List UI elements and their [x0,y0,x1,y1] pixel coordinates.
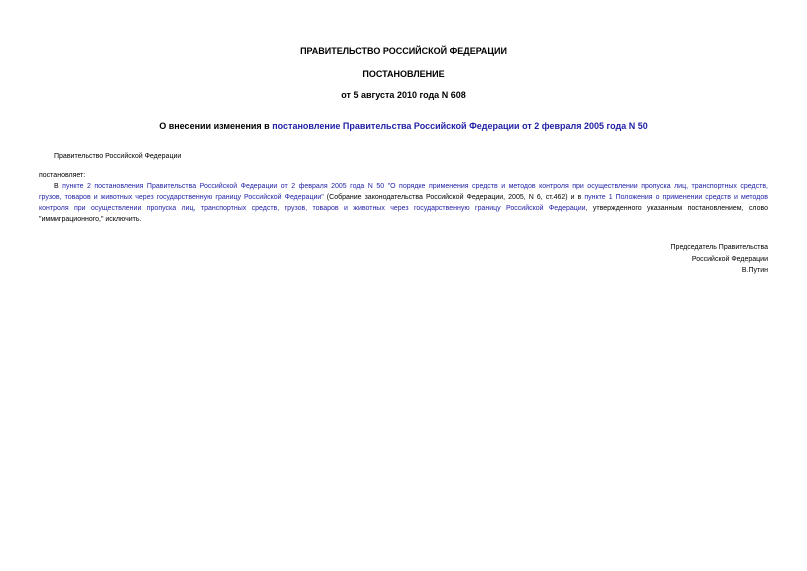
signature-name: В.Путин [741,267,768,274]
issuer-text: Правительство Российской Федерации [54,153,182,160]
paragraph-line [39,192,768,203]
body-paragraph [39,181,768,225]
paragraph-line [39,181,768,192]
decrees-text: постановляет: [39,172,86,179]
document-title-prefix: О внесении изменения в [159,121,273,131]
paragraph-text: (Собрание законодательства Российской Федерации, 2005, N 6, ст.462) и в [323,194,585,201]
paragraph-text: "иммиграционного," исключить. [39,216,142,223]
paragraph-text: , утвержденного указанным постановлением, слово [585,205,768,212]
signature-position-line2: Российской Федерации [691,256,768,263]
document-reference-link[interactable]: пункте 1 Положения о применении средств и методов [584,194,768,201]
paragraph-line [39,203,768,214]
document-reference-link[interactable]: пункте 2 постановления Правительства Российской Федерации от 2 февраля 2005 года N 50 "О порядке применения средств и методов контроля при осуществлении пропуска лиц, транспортных средств, [62,183,768,190]
document-date-number: от 5 августа 2010 года N 608 [341,90,466,100]
document-type-heading: ПОСТАНОВЛЕНИЕ [362,69,445,79]
government-heading: ПРАВИТЕЛЬСТВО РОССИЙСКОЙ ФЕДЕРАЦИИ [300,46,507,56]
signature-position-line1: Председатель Правительства [670,244,768,251]
document-reference-link[interactable]: контроля при осуществлении пропуска лиц, транспортных средств, грузов, товаров и животных через государственную границу Российской Федерации [39,205,586,212]
amended-decree-link[interactable]: постановление Правительства Российской Федерации от 2 февраля 2005 года N 50 [272,121,648,131]
paragraph-text: В [54,183,63,190]
document-reference-link[interactable]: грузов, товаров и животных через государственную границу Российской Федерации" [39,194,324,201]
paragraph-line [39,214,768,225]
document-title [0,121,807,132]
